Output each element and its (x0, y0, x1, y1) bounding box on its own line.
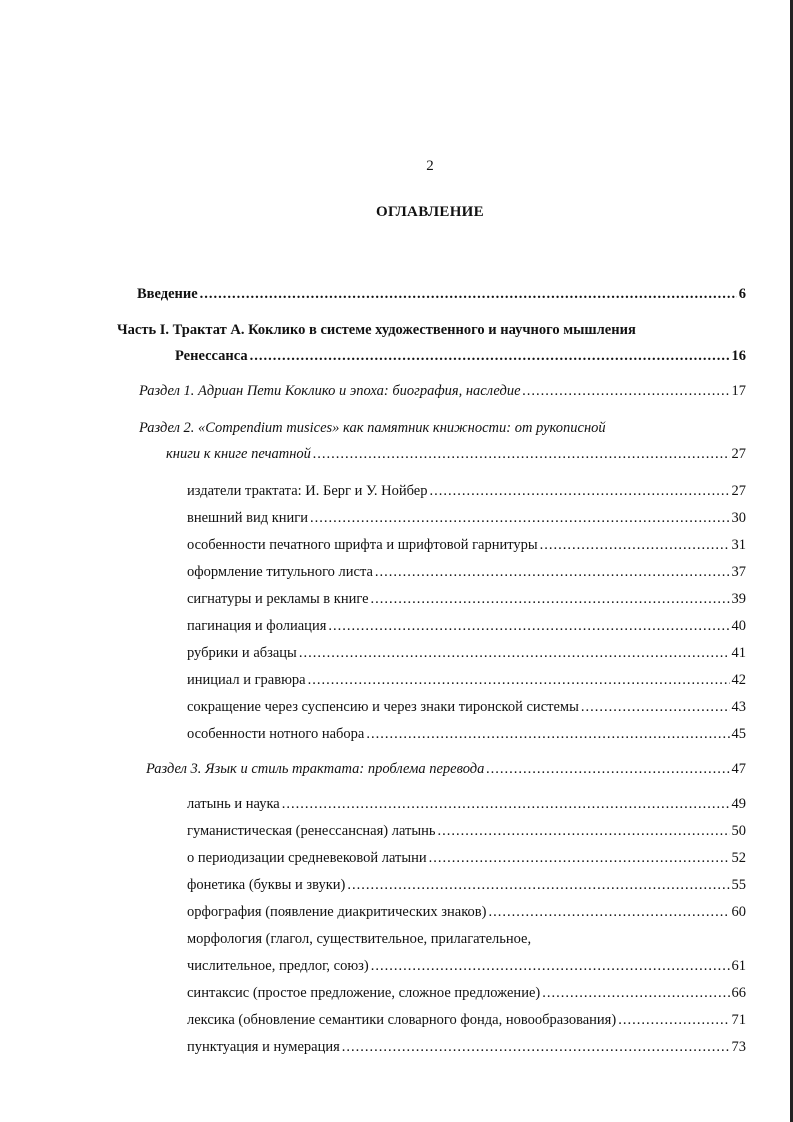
toc-label: особенности печатного шрифта и шрифтовой гарнитуры (187, 537, 538, 553)
toc-subentry (187, 671, 746, 689)
leader-dots (523, 382, 730, 400)
toc-label: лексика (обновление семантики словарного фонда, новообразования) (187, 1012, 617, 1028)
toc-page: 55 (731, 877, 746, 893)
toc-label: Раздел 1. Адриан Пети Коклико и эпоха: биография, наследие (139, 383, 521, 399)
toc-label: фонетика (буквы и звуки) (187, 877, 346, 893)
toc-subentry (187, 957, 746, 975)
leader-dots (429, 482, 729, 500)
toc-entry-part1 (175, 347, 746, 365)
toc-page: 45 (731, 726, 746, 742)
leader-dots (200, 285, 737, 303)
leader-dots (366, 725, 729, 743)
toc-subentry (187, 822, 746, 840)
toc-label: книги к книге печатной (166, 446, 311, 462)
leader-dots (542, 984, 729, 1002)
toc-page: 17 (731, 383, 746, 399)
toc-page: 50 (731, 823, 746, 839)
toc-part1-line1: Часть I. Трактат А. Коклико в системе художественного и научного мышления (117, 322, 636, 338)
toc-entry-section2 (166, 445, 746, 463)
page-title: ОГЛАВЛЕНИЕ (376, 204, 484, 220)
toc-subentry (187, 1011, 746, 1029)
toc-page: 49 (731, 796, 746, 812)
toc-page: 16 (731, 348, 746, 364)
toc-page: 27 (731, 483, 746, 499)
toc-entry-intro (137, 285, 746, 303)
leader-dots (429, 849, 730, 867)
toc-subentry (187, 984, 746, 1002)
toc-subentry (187, 725, 746, 743)
leader-dots (308, 671, 730, 689)
toc-page: 66 (731, 985, 746, 1001)
toc-label: латынь и наука (187, 796, 280, 812)
toc-page: 61 (731, 958, 746, 974)
leader-dots (371, 957, 730, 975)
leader-dots (375, 563, 730, 581)
toc-label: о периодизации средневековой латыни (187, 850, 427, 866)
toc-page: 42 (731, 672, 746, 688)
toc-page: 30 (731, 510, 746, 526)
toc-subentry (187, 509, 746, 527)
toc-label: пагинация и фолиация (187, 618, 327, 634)
toc-label: орфография (появление диакритических знаков) (187, 904, 487, 920)
toc-subentry (187, 536, 746, 554)
toc-entry-section1 (139, 382, 746, 400)
toc-label: гуманистическая (ренессансная) латынь (187, 823, 436, 839)
toc-label: числительное, предлог, союз) (187, 958, 369, 974)
leader-dots (310, 509, 730, 527)
toc-label: оформление титульного листа (187, 564, 373, 580)
toc-page: 43 (731, 699, 746, 715)
toc-page: 39 (731, 591, 746, 607)
toc-subentry (187, 482, 746, 500)
toc-subentry (187, 795, 746, 813)
toc-label: Ренессанса (175, 348, 248, 364)
leader-dots (250, 347, 730, 365)
toc-page: 73 (731, 1039, 746, 1055)
toc-label: сигнатуры и рекламы в книге (187, 591, 369, 607)
toc-page: 47 (731, 761, 746, 777)
toc-morph-line1: морфология (глагол, существительное, прилагательное, (187, 931, 532, 947)
leader-dots (540, 536, 730, 554)
toc-label: пунктуация и нумерация (187, 1039, 340, 1055)
toc-subentry (187, 590, 746, 608)
leader-dots (371, 590, 730, 608)
toc-page: 27 (731, 446, 746, 462)
leader-dots (488, 903, 729, 921)
toc-label: синтаксис (простое предложение, сложное предложение) (187, 985, 541, 1001)
page-number: 2 (426, 158, 434, 174)
leader-dots (437, 822, 729, 840)
toc-subentry (187, 1038, 746, 1056)
toc-subentry (187, 644, 746, 662)
toc-label: внешний вид книги (187, 510, 308, 526)
leader-dots (581, 698, 730, 716)
toc-page: 41 (731, 645, 746, 661)
toc-subentry (187, 617, 746, 635)
toc-subentry (187, 903, 746, 921)
toc-page: 31 (731, 537, 746, 553)
leader-dots (347, 876, 729, 894)
toc-label: рубрики и абзацы (187, 645, 297, 661)
toc-label: издатели трактата: И. Берг и У. Нойбер (187, 483, 428, 499)
leader-dots (282, 795, 730, 813)
leader-dots (618, 1011, 729, 1029)
toc-subentry (187, 698, 746, 716)
toc-subentry (187, 563, 746, 581)
toc-label: Раздел 3. Язык и стиль трактата: проблема перевода (146, 761, 485, 777)
leader-dots (299, 644, 730, 662)
toc-label: сокращение через суспенсию и через знаки тиронской системы (187, 699, 579, 715)
toc-page: 52 (731, 850, 746, 866)
toc-entry-section3 (146, 760, 746, 778)
toc-section2-line1: Раздел 2. «Compendium musices» как памятник книжности: от рукописной (139, 420, 606, 436)
toc-subentry (187, 876, 746, 894)
leader-dots (328, 617, 729, 635)
toc-label: особенности нотного набора (187, 726, 365, 742)
toc-label: инициал и гравюра (187, 672, 306, 688)
leader-dots (486, 760, 729, 778)
toc-label: Введение (137, 286, 198, 302)
toc-page: 37 (731, 564, 746, 580)
toc-page: 71 (731, 1012, 746, 1028)
toc-page: 40 (731, 618, 746, 634)
leader-dots (342, 1038, 730, 1056)
toc-subentry (187, 849, 746, 867)
toc-page: 6 (738, 286, 746, 302)
leader-dots (313, 445, 730, 463)
toc-page: 60 (731, 904, 746, 920)
